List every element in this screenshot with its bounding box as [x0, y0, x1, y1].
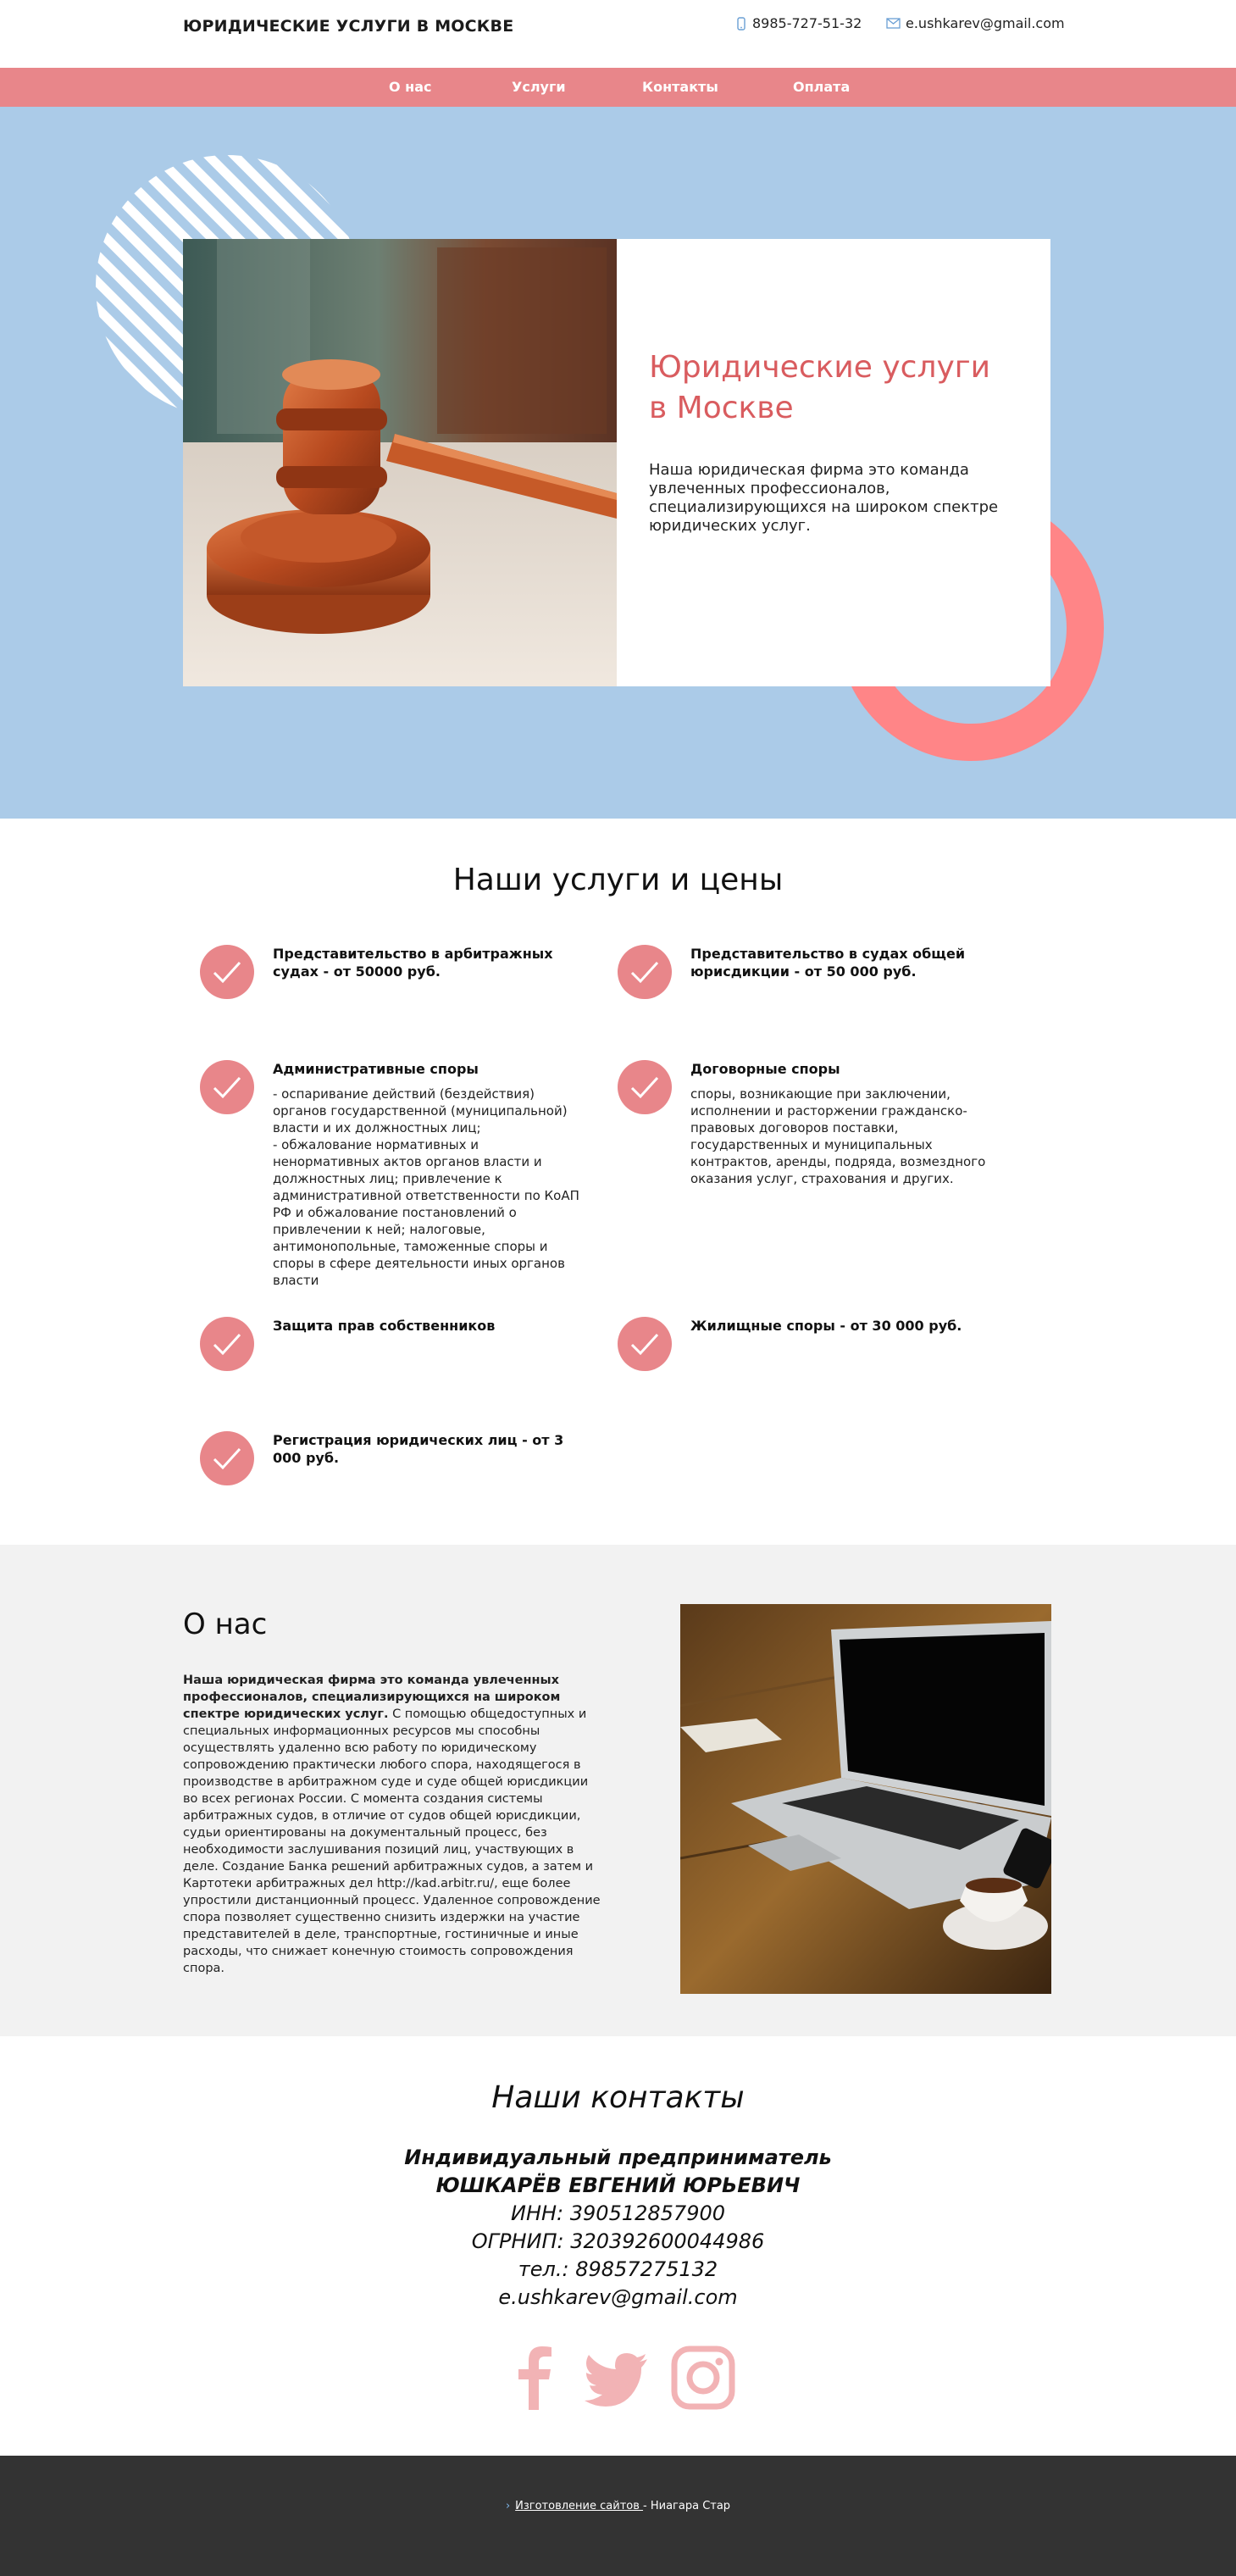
hero-section [0, 107, 1236, 819]
check-icon [618, 945, 672, 999]
hero-title-line-1: Юридические услуги [649, 350, 991, 385]
service-title: Представительство в арбитражных судах - от 50000 руб. [273, 946, 553, 980]
check-icon [200, 1431, 254, 1485]
gavel-image [183, 239, 617, 686]
about-lead: Наша юридическая фирма это команда увлеченных профессионалов, специализирующихся на широком спектре юридических услуг. [183, 1674, 561, 1721]
contact-inn: ИНН: 390512857900 [511, 2201, 725, 2225]
nav-item-about[interactable]: О нас [389, 79, 432, 95]
check-icon [200, 1060, 254, 1114]
contact-name: ЮШКАРЁВ ЕВГЕНИЙ ЮРЬЕВИЧ [435, 2174, 801, 2197]
hero-card [183, 239, 1050, 686]
header-email-text: e.ushkarev@gmail.com [906, 15, 1065, 31]
service-title: Договорные споры [690, 1061, 840, 1077]
footer-link[interactable]: Изготовление сайтов [515, 2500, 644, 2512]
laptop-image [680, 1604, 1051, 1994]
phone-icon [735, 17, 747, 31]
header-phone-text: 8985-727-51-32 [752, 15, 862, 31]
contact-entity: Индивидуальный предприниматель [404, 2146, 832, 2169]
facebook-icon[interactable] [505, 2344, 564, 2415]
footer-credit [0, 2500, 1236, 2512]
nav-item-contacts[interactable]: Контакты [642, 79, 718, 95]
top-bar [0, 0, 1236, 68]
service-title: Регистрация юридических лиц - от 3 000 руб. [273, 1432, 564, 1466]
instagram-icon[interactable] [669, 2344, 737, 2415]
header-phone[interactable] [735, 15, 862, 31]
check-icon [200, 1317, 254, 1371]
nav-item-services[interactable]: Услуги [512, 79, 566, 95]
social-links [505, 2344, 734, 2412]
header-email[interactable] [886, 15, 1065, 31]
about-heading: О нас [183, 1607, 268, 1641]
services-heading: Наши услуги и цены [452, 863, 784, 897]
hero-title [649, 347, 1022, 429]
about-body: С помощью общедоступных и специальных информационных ресурсов мы способны осуществлять удаленно всю работу по юридическому сопровождению практически любого спора, находящегося в производстве в арбитражном суде и суде общей юрисдикции во всех регионах России. С момента создания системы арбитражных судов, в отличие от судов общей юрисдикции, судьи ориентированы на документальный процесс, без необходимости заслушивания позиций лиц, участвующих в деле. Создание Банка решений арбитражных судов, а затем и Картотеки арбитражных дел http://kad.arbitr.ru/, еще более упростили дистанционный процесс. Удаленное сопровождение спора позволяет существенно снизить издержки на участие представителей в деле, транспортные, гостиничные и иные расходы, что снижает конечную стоимость сопровождения спора. [183, 1707, 601, 1975]
check-icon [618, 1060, 672, 1114]
niagara-icon: › [505, 2500, 511, 2512]
service-description: - оспаривание действий (бездействия) органов государственной (муниципальной) власти и их должностных лиц; - обжалование нормативных и ненормативных актов органов власти и должностных лиц; привлечение к административной ответственности по КоАП РФ и обжалование постановлений о привлечении к ней; налоговые, антимонопольные, таможенные споры и споры в сфере деятельности иных органов власти [273, 1086, 579, 1288]
service-description: споры, возникающие при заключении, исполнении и расторжении гражданско-правовых договоров поставки, государственных и муниципальных контрактов, аренды, подряда, возмездного оказания услуг, страхования и других. [690, 1086, 986, 1186]
hero-description: Наша юридическая фирма это команда увлеченных профессионалов, специализирующихся на широком спектре юридических услуг. [649, 461, 999, 535]
contacts-heading: Наши контакты [491, 2080, 745, 2115]
twitter-icon[interactable] [583, 2344, 651, 2415]
footer-suffix: - Ниагара Стар [643, 2500, 731, 2512]
contact-ogrnip: ОГРНИП: 320392600044986 [471, 2229, 765, 2253]
about-text [183, 1672, 607, 1977]
check-icon [200, 945, 254, 999]
contact-email[interactable]: e.ushkarev@gmail.com [498, 2285, 738, 2309]
contact-phone[interactable]: тел.: 89857275132 [518, 2257, 718, 2281]
service-title: Жилищные споры - от 30 000 руб. [690, 1318, 962, 1334]
nav-item-payment[interactable]: Оплата [793, 79, 851, 95]
about-section [0, 1545, 1236, 2036]
envelope-icon [886, 18, 901, 29]
service-title: Административные споры [273, 1061, 479, 1077]
main-nav [0, 68, 1236, 107]
site-footer [0, 2456, 1236, 2576]
hero-title-line-2: в Москве [649, 391, 794, 425]
service-title: Представительство в судах общей юрисдикции - от 50 000 руб. [690, 946, 966, 980]
site-brand[interactable]: ЮРИДИЧЕСКИЕ УСЛУГИ В МОСКВЕ [183, 17, 514, 36]
check-icon [618, 1317, 672, 1371]
service-title: Защита прав собственников [273, 1318, 496, 1334]
